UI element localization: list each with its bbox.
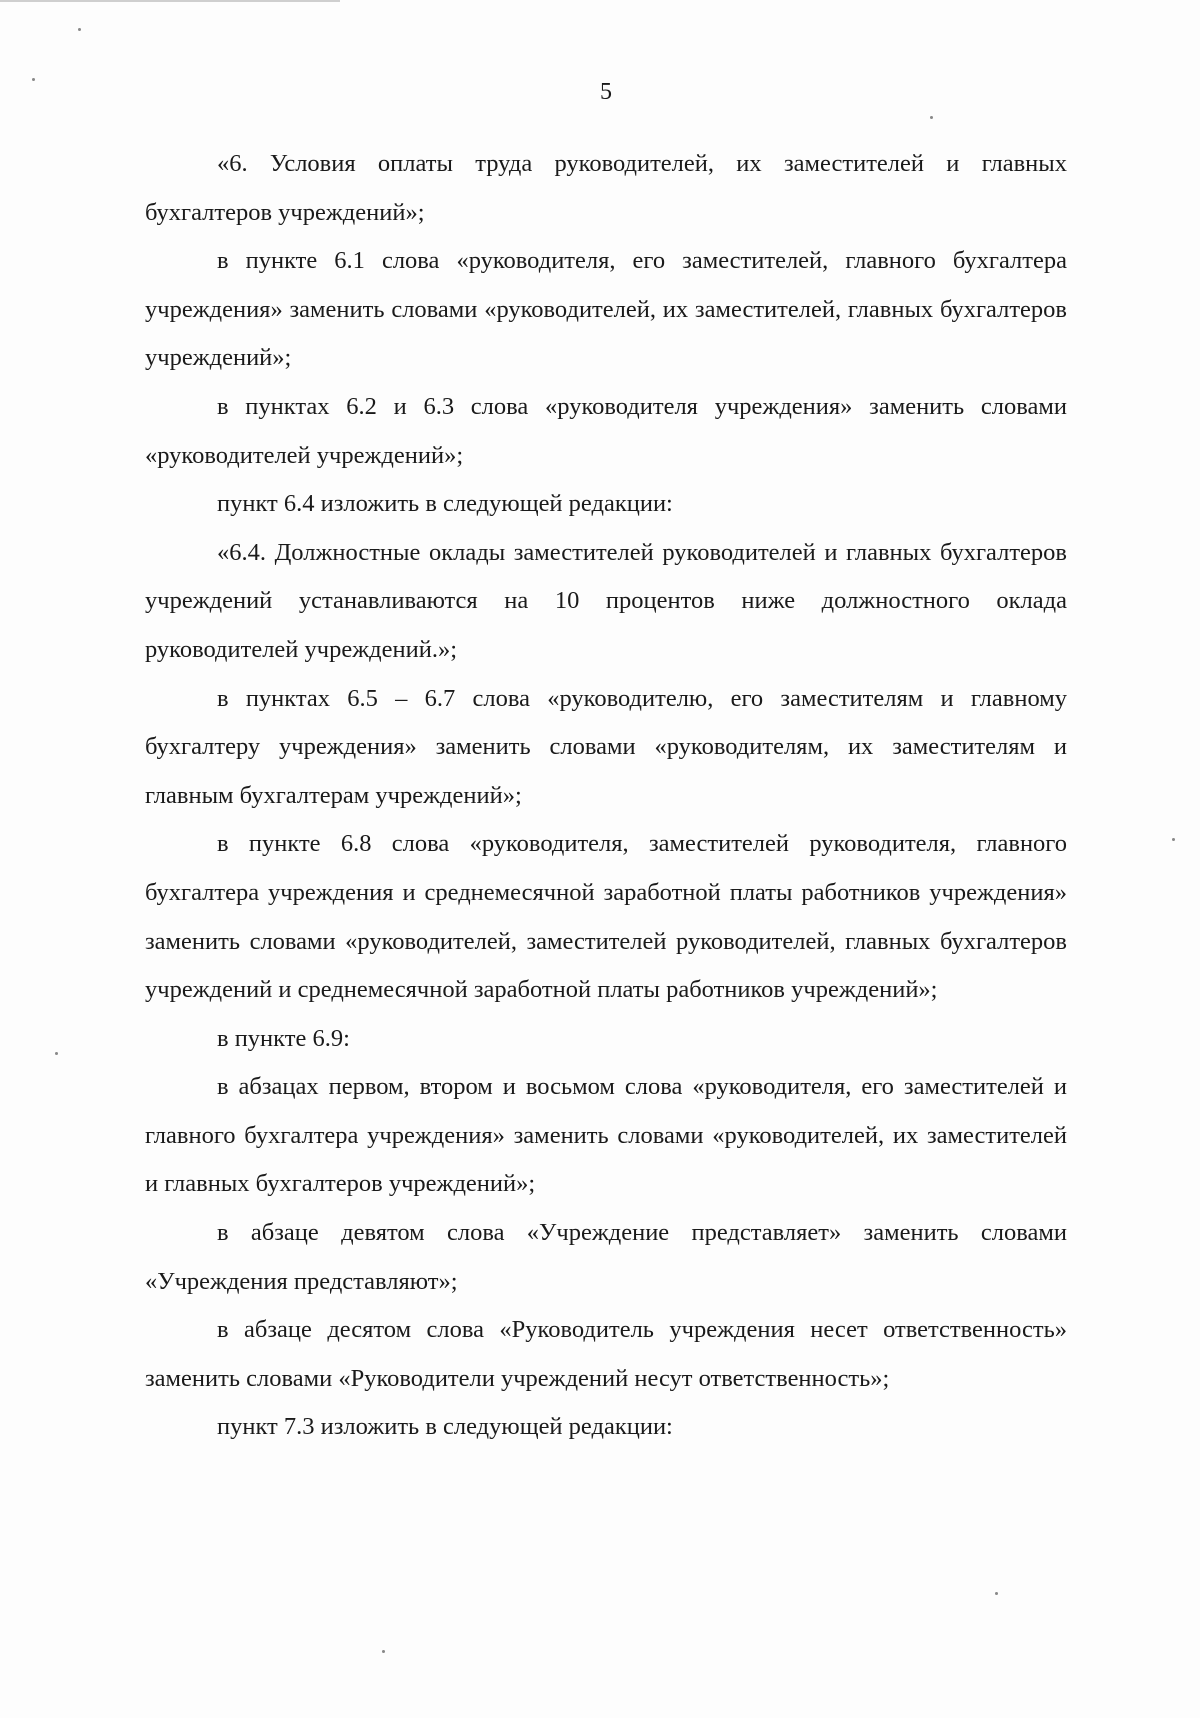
paragraph-6-1: в пункте 6.1 слова «руководителя, его заместителей, главного бухгалтера учреждения» заменить словами «руководителей, их заместителей, главных бухгалтеров учреждений»; bbox=[145, 247, 1067, 372]
scan-speck bbox=[55, 1052, 58, 1055]
paragraph-section-6-title: «6. Условия оплаты труда руководителей, их заместителей и главных бухгалтеров учреждений»; bbox=[145, 150, 1067, 226]
scan-speck bbox=[78, 28, 81, 31]
paragraph-6-4-intro: пункт 6.4 изложить в следующей редакции: bbox=[217, 490, 673, 518]
paragraph-6-2-6-3: в пунктах 6.2 и 6.3 слова «руководителя учреждения» заменить словами «руководителей учреждений»; bbox=[145, 392, 1067, 469]
page-number: 5 bbox=[600, 79, 612, 105]
scan-speck bbox=[1172, 838, 1175, 841]
top-edge-line bbox=[0, 0, 340, 2]
scan-speck bbox=[32, 78, 35, 81]
paragraph-6-9-intro: в пункте 6.9: bbox=[217, 1024, 350, 1052]
scan-speck bbox=[995, 1592, 998, 1595]
paragraph-6-5-6-7: в пунктах 6.5 – 6.7 слова «руководителю, его заместителям и главному бухгалтеру учреждения» заменить словами «руководителям, их заместителям и главным бухгалтерам учреждений»; bbox=[145, 684, 1067, 809]
paragraph-7-3-intro: пункт 7.3 изложить в следующей редакции: bbox=[217, 1413, 673, 1441]
paragraph-6-9-tenth: в абзаце десятом слова «Руководитель учреждения несет ответственность» заменить словами «Руководители учреждений несут ответственность»; bbox=[145, 1316, 1067, 1392]
paragraph-6-9-first: в абзацах первом, втором и восьмом слова «руководителя, его заместителей и главного бухгалтера учреждения» заменить словами «руководителей, их заместителей и главных бухгалтеров учреждений»; bbox=[145, 1073, 1067, 1198]
scan-speck bbox=[382, 1650, 385, 1653]
paragraph-6-8: в пункте 6.8 слова «руководителя, заместителей руководителя, главного бухгалтера учреждения и среднемесячной заработной платы работников учреждения» заменить словами «руководителей, заместителей руководителей, главных бухгалтеров учреждений и среднемесячной заработной платы работников учреждений»; bbox=[145, 830, 1067, 1004]
paragraph-6-9-ninth: в абзаце девятом слова «Учреждение представляет» заменить словами «Учреждения представляют»; bbox=[145, 1219, 1067, 1295]
scan-speck bbox=[930, 116, 933, 119]
paragraph-6-4-text: «6.4. Должностные оклады заместителей руководителей и главных бухгалтеров учреждений устанавливаются на 10 процентов ниже должностного оклада руководителей учреждений.»; bbox=[145, 538, 1067, 663]
document-body bbox=[145, 140, 1067, 1452]
